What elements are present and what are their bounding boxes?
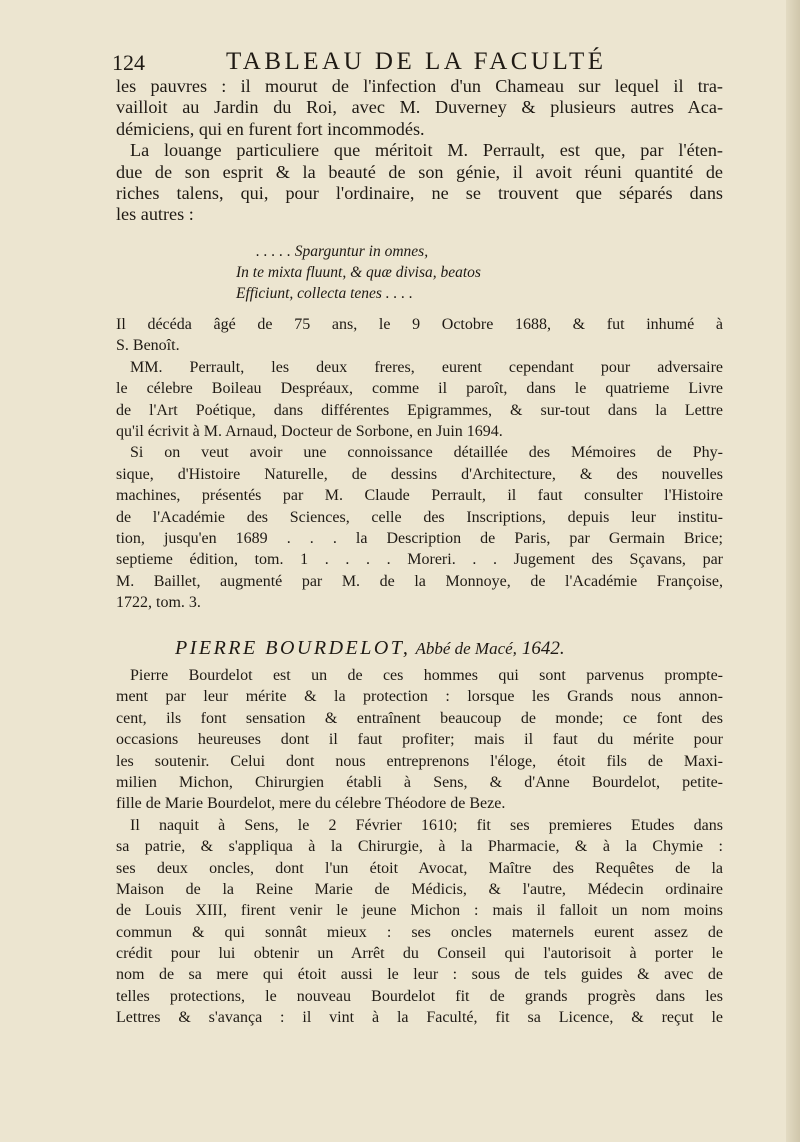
- verse-line: . . . . . Sparguntur in omnes,: [256, 243, 429, 260]
- text-line: occasions heureuses dont il faut profiter; mais il faut du mérite pour: [116, 731, 723, 749]
- verse-line: Efficiunt, collecta tenes . . . .: [236, 285, 413, 302]
- text-line: MM. Perrault, les deux freres, eurent cependant pour adversaire: [130, 358, 723, 376]
- text-line: crédit pour lui obtenir un Arrêt du Conseil qui l'autorisoit à porter le: [116, 945, 723, 963]
- text-line: ment par leur mérite & la protection : lorsque les Grands nous annon-: [116, 688, 723, 706]
- text-line: démiciens, qui en furent fort incommodés.: [116, 118, 425, 139]
- heading-year: 1642.: [521, 638, 565, 659]
- text-line: La louange particuliere que méritoit M. Perrault, est que, par l'éten-: [130, 140, 723, 161]
- text-line: 1722, tom. 3.: [116, 594, 201, 612]
- page-number: 124: [112, 50, 145, 75]
- text-line: de l'Art Poétique, dans différentes Epigrammes, & sur-tout dans la Lettre: [116, 401, 723, 419]
- text-line: nom de sa mere qui étoit aussi le leur : sous de tels guides & avec de: [116, 966, 723, 984]
- text-line: Pierre Bourdelot est un de ces hommes qui sont parvenus prompte-: [130, 667, 723, 684]
- text-line: cent, ils font sensation & entraînent beaucoup de monde; ce font des: [116, 709, 723, 727]
- running-head: TABLEAU DE LA FACULTÉ: [226, 48, 607, 75]
- text-line: les pauvres : il mourut de l'infection d'un Chameau sur lequel il tra-: [116, 76, 723, 96]
- text-line: Si on veut avoir une connoissance détaillée des Mémoires de Phy-: [130, 444, 723, 462]
- heading-name: PIERRE BOURDELOT,: [175, 637, 411, 659]
- text-line: machines, présentés par M. Claude Perrault, il faut consulter l'Histoire: [116, 487, 723, 505]
- text-line: commun & qui sonnât mieux : ses oncles maternels eurent assez de: [116, 923, 723, 941]
- text-line: S. Benoît.: [116, 337, 180, 355]
- text-line: ses deux oncles, dont l'un étoit Avocat, Maître des Requêtes de la: [116, 859, 723, 877]
- text-line: qu'il écrivit à M. Arnaud, Docteur de Sorbone, en Juin 1694.: [116, 422, 503, 440]
- text-line: de Louis XIII, firent venir le jeune Michon : mais il falloit un nom moins: [116, 902, 723, 920]
- text-line: tion, jusqu'en 1689 . . . la Description de Paris, par Germain Brice;: [116, 529, 723, 547]
- paragraph-block-3: [116, 667, 723, 1031]
- text-line: sa patrie, & s'appliqua à la Chirurgie, à la Pharmacie, & à la Chymie :: [116, 838, 723, 856]
- paragraph-block-1: [116, 76, 723, 226]
- text-line: Lettres & s'avança : il vint à la Faculté, fit sa Licence, & reçut le: [116, 1009, 723, 1027]
- text-line: riches talens, qui, pour l'ordinaire, ne se trouvent que séparés dans: [116, 182, 723, 203]
- text-line: fille de Marie Bourdelot, mere du célebre Théodore de Beze.: [116, 795, 506, 813]
- text-line: Il décéda âgé de 75 ans, le 9 Octobre 1688, & fut inhumé à: [116, 316, 723, 333]
- text-line: de l'Académie des Sciences, celle des Inscriptions, depuis leur institu-: [116, 508, 723, 526]
- text-line: milien Michon, Chirurgien établi à Sens, & d'Anne Bourdelot, petite-: [116, 773, 723, 791]
- section-heading: [175, 637, 565, 660]
- heading-title: Abbé de Macé,: [415, 639, 517, 658]
- text-line: telles protections, le nouveau Bourdelot fit de grands progrès dans les: [116, 987, 723, 1005]
- text-line: septieme édition, tom. 1 . . . . Moreri. . . Jugement des Sçavans, par: [116, 551, 723, 569]
- text-line: M. Baillet, augmenté par M. de la Monnoye, de l'Académie Françoise,: [116, 572, 723, 590]
- text-line: Maison de la Reine Marie de Médicis, & l'autre, Médecin ordinaire: [116, 880, 723, 898]
- text-line: Il naquit à Sens, le 2 Février 1610; fit ses premieres Etudes dans: [130, 816, 723, 834]
- text-line: les autres :: [116, 204, 194, 225]
- text-line: le célebre Boileau Despréaux, comme il paroît, dans le quatrieme Livre: [116, 380, 723, 398]
- text-line: due de son esprit & la beauté de son génie, il avoit réuni quantité de: [116, 161, 723, 182]
- latin-verse-quote: [236, 241, 481, 304]
- paragraph-block-2: [116, 316, 723, 615]
- text-line: sique, d'Histoire Naturelle, de dessins d'Architecture, & des nouvelles: [116, 465, 723, 483]
- page-edge: [786, 0, 800, 1142]
- text-line: vailloit au Jardin du Roi, avec M. Duverney & plusieurs autres Aca-: [116, 97, 723, 118]
- text-line: les soutenir. Celui dont nous entreprenons l'éloge, étoit fils de Maxi-: [116, 752, 723, 770]
- verse-line: In te mixta fluunt, & quæ divisa, beatos: [236, 264, 481, 281]
